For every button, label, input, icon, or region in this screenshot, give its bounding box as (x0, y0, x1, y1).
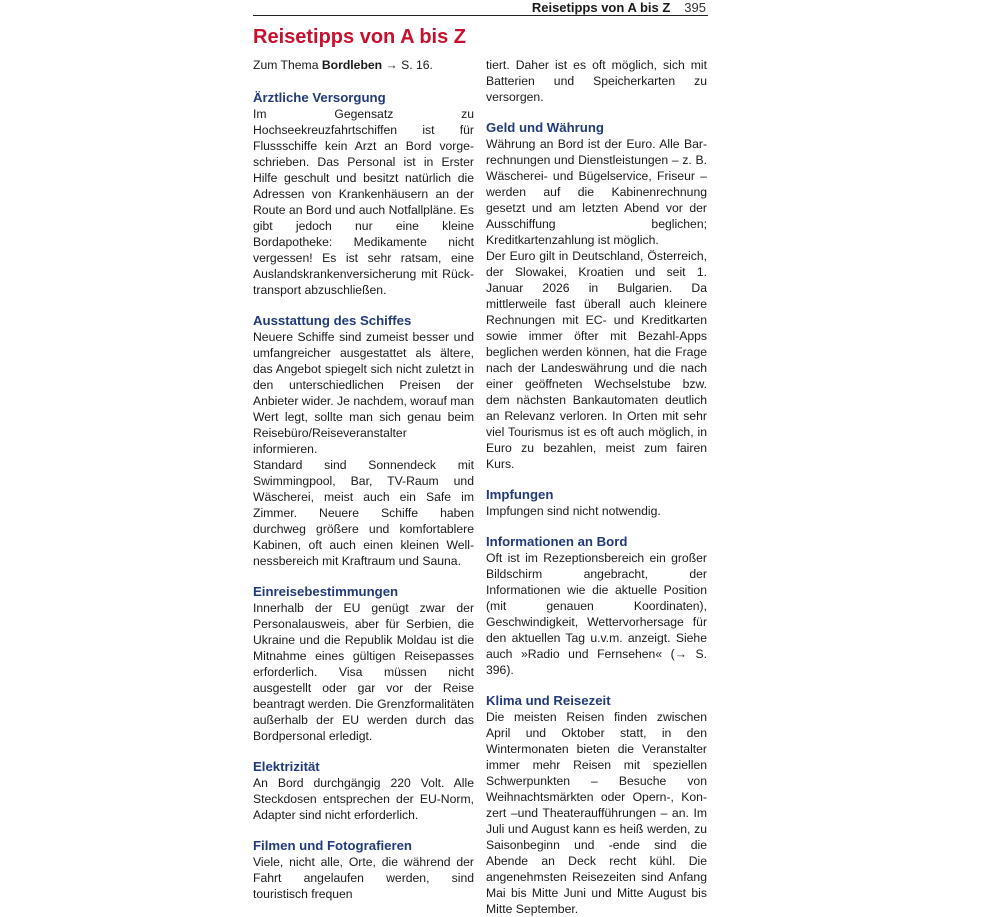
right-column (486, 57, 707, 917)
text-impfungen: Impfungen sind nicht notwendig. (486, 504, 661, 518)
intro-topic: Bordleben (321, 58, 383, 72)
intro-prefix: Zum Thema (253, 58, 322, 72)
header-rule (253, 15, 708, 16)
text-einreisebestimmungen: Innerhalb der EU genügt zwar der Personalausweis, aber für Serbien, die Ukraine und die Republik Moldau ist die Mitnahme eines gültigen Reisepasses erforderlich. Visa müssen nicht ausgestellt oder gar vor der Reise beantragt werden. Die Grenzformalitäten außerhalb der EU werden durch das Bordpersonal erledigt. (253, 601, 474, 743)
text-ausstattung-2: Standard sind Sonnendeck mit Swimmingpool, Bar, TV-Raum und Wäscherei, meist auch ein Safe im Zimmer. Neuere Schiffe haben durchweg größere und komfortablere Kabinen, oft auch einen kleinen Wellnessbereich mit Kraftraum und Sauna. (253, 458, 474, 568)
page-number: 395 (684, 0, 706, 15)
book-page (253, 0, 746, 916)
intro-line (253, 57, 474, 73)
text-klima: Die meisten Reisen finden zwischen April und Oktober statt, in den Wintermonaten bieten die Veranstalter immer mehr Reisen mit speziellen Schwerpunkten – Besuche von Weihnachtsmärkten oder Opern-, Konzert –und Theateraufführungen – an. Im Juli und August kann es heiß werden, zu Saisonbeginn und -ende sind die Abende an Deck recht kühl. Die angenehmsten Reisezeiten sind Anfang Mai bis Mitte Juni und Mitte August bis Mitte September. (486, 710, 707, 916)
text-geld-1: Währung an Bord ist der Euro. Alle Barrechnungen und Dienstleistungen – z. B. Wäscherei- und Bügelservice, Friseur – werden auf die Kabinenrechnung gesetzt und am letzten Abend vor der Ausschiffung beglichen; Kreditkartenzahlung ist möglich. (486, 137, 707, 247)
heading-einreisebestimmungen: Einreisebestimmungen (253, 584, 399, 599)
text-ausstattung-1: Neuere Schiffe sind zumeist besser und umfangreicher ausgestattet als ältere, das Angebot spiegelt sich nicht zuletzt in den unterschiedlichen Preisen der Anbieter wider. Je nachdem, worauf man Wert legt, sollte man sich genau beim Reisebüro/Reiseveranstalter informieren. (253, 330, 474, 456)
heading-ausstattung: Ausstattung des Schiffes (253, 313, 412, 328)
text-aerztliche-versorgung: Im Gegensatz zu Hochseekreuzfahrtschiffen ist für Flussschiffe kein Arzt an Bord vorgeschrieben. Das Personal ist in Erster Hilfe geschult und besitzt natürlich die Adressen von Krankenhäusern an der Route an Bord und auch Notfallpläne. Es gibt jedoch nur eine kleine Bordapotheke: Medikamente nicht vergessen! Es ist sehr ratsam, eine Auslandskrankenversicherung mit Rücktransport abzuschließen. (253, 107, 474, 297)
heading-elektrizitaet: Elektrizität (253, 759, 320, 774)
running-header (532, 0, 706, 15)
page-title: Reisetipps von A bis Z (253, 26, 466, 48)
text-filmen: Viele, nicht alle, Orte, die während der Fahrt angelaufen werden, sind touristisch frequen (253, 855, 474, 901)
heading-geld: Geld und Währung (486, 120, 604, 135)
heading-filmen: Filmen und Fotografieren (253, 838, 412, 853)
intro-reference: → S. 16. (382, 58, 433, 72)
running-title: Reisetipps von A bis Z (531, 0, 671, 15)
heading-informationen: Informationen an Bord (486, 534, 628, 549)
text-geld-2: Der Euro gilt in Deutschland, Österreich, der Slowakei, Kroatien und seit 1. Januar 2026 in Bulgarien. Da mittlerweile fast überall auch kleinere Rechnungen mit EC- und Kreditkarten sowie immer öfter mit Bezahl-Apps beglichen werden können, hat die Frage nach der Landeswährung und die nach einer geöffneten Wechselstube bzw. dem nächsten Bankautomaten deutlich an Relevanz verloren. In Orten mit sehr viel Tourismus ist es oft auch möglich, in Euro zu bezahlen, meist zum fairen Kurs. (486, 249, 707, 471)
heading-aerztliche-versorgung: Ärztliche Versorgung (253, 90, 386, 105)
text-filmen-continued: tiert. Daher ist es oft möglich, sich mit Batterien und Speicherkarten zu versorgen. (486, 58, 707, 104)
left-column (253, 57, 474, 902)
text-informationen: Oft ist im Rezeptionsbereich ein großer Bildschirm angebracht, der Informationen wie die aktuelle Position (mit genauen Koordinaten), Geschwindigkeit, Wettervorhersage für den aktuellen Tag u.v.m. anzeigt. Siehe auch »Radio und Fernsehen« (→ S. 396). (486, 551, 707, 677)
heading-klima: Klima und Reisezeit (486, 693, 611, 708)
heading-impfungen: Impfungen (486, 487, 554, 502)
text-elektrizitaet: An Bord durchgängig 220 Volt. Alle Steckdosen entsprechen der EU-Norm, Adapter sind nicht erforderlich. (253, 776, 474, 822)
